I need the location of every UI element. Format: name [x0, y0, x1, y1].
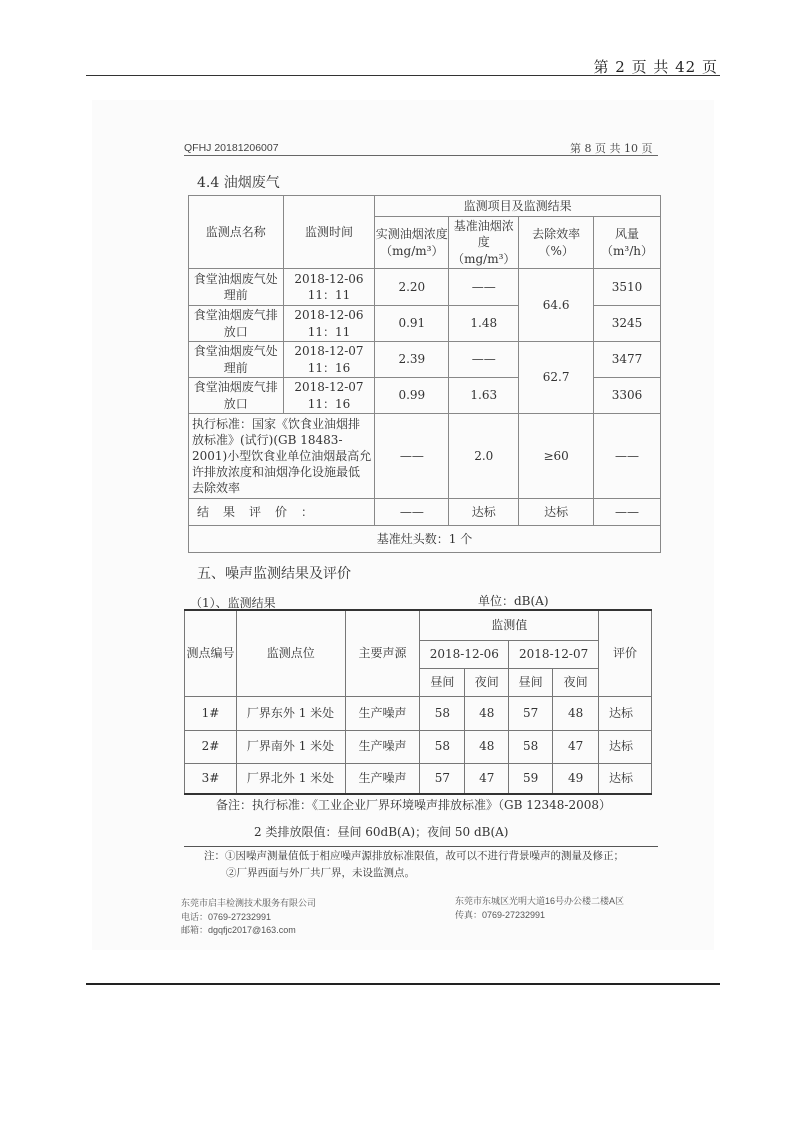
header-values: 监测值	[420, 610, 599, 640]
result-label: 结果评价：	[189, 499, 375, 526]
std-airflow: ——	[594, 414, 661, 499]
point-name: 食堂油烟废气排放口	[189, 378, 284, 414]
section-heading-noise: 五、噪声监测结果及评价	[197, 566, 351, 582]
page-number: 第 2 页 共 42 页	[593, 58, 718, 76]
notes-rule	[184, 846, 658, 847]
baseline: ——	[449, 269, 519, 306]
d2-night: 48	[553, 696, 599, 730]
source: 生产噪声	[345, 730, 420, 763]
time: 2018-12-06 11：11	[283, 269, 375, 306]
section-heading-oil-fume: 4.4 油烟废气	[197, 175, 280, 191]
d2-night: 47	[553, 730, 599, 763]
time: 2018-12-07 11：16	[283, 378, 375, 414]
point-name: 食堂油烟废气排放口	[189, 306, 284, 342]
inner-page-number: 第 8 页 共 10 页	[570, 142, 653, 155]
d1-night: 48	[465, 696, 509, 730]
note-1: 注：①因噪声测量值低于相应噪声源排放标准限值，故可以不进行背景噪声的测量及修正；	[204, 850, 624, 862]
point-id: 1#	[185, 696, 237, 730]
source: 生产噪声	[345, 696, 420, 730]
location: 厂界北外 1 米处	[236, 763, 345, 794]
standard-row	[189, 414, 661, 499]
header-efficiency: 去除效率（%）	[519, 217, 594, 269]
header-day: 昼间	[420, 668, 465, 696]
note-limit: 2 类排放限值：昼间 60dB(A)；夜间 50 dB(A)	[254, 825, 509, 839]
header-rule	[86, 75, 720, 76]
baseline: 1.48	[449, 306, 519, 342]
res-airflow: ——	[594, 499, 661, 526]
d2-day: 58	[509, 730, 553, 763]
header-point-name: 监测点名称	[189, 196, 284, 269]
measured: 2.39	[375, 342, 449, 378]
header-group: 监测项目及监测结果	[375, 196, 661, 217]
std-efficiency: ≥60	[519, 414, 594, 499]
header-night: 夜间	[553, 668, 599, 696]
location: 厂界南外 1 米处	[236, 730, 345, 763]
footer-address: 东莞市东城区光明大道16号办公楼二楼A区	[455, 896, 625, 906]
header-baseline: 基准油烟浓度（mg/m³）	[449, 217, 519, 269]
measured: 0.91	[375, 306, 449, 342]
header-eval: 评价	[599, 610, 652, 696]
result-row	[189, 499, 661, 526]
point-name: 食堂油烟废气处理前	[189, 269, 284, 306]
table-row	[185, 763, 652, 794]
header-date-1: 2018-12-06	[420, 640, 509, 668]
stove-count: 基准灶头数：1 个	[189, 526, 661, 553]
results-title: （1）、监测结果	[190, 596, 276, 610]
footer-tel: 电话：0769-27232991	[181, 912, 272, 922]
header-time: 监测时间	[283, 196, 375, 269]
inner-header-rule	[184, 155, 658, 156]
d1-day: 57	[420, 763, 465, 794]
airflow: 3510	[594, 269, 661, 306]
d1-night: 47	[465, 763, 509, 794]
d1-day: 58	[420, 696, 465, 730]
footer-rule	[86, 983, 720, 985]
point-id: 2#	[185, 730, 237, 763]
eval: 达标	[599, 730, 652, 763]
eval: 达标	[599, 696, 652, 730]
d1-night: 48	[465, 730, 509, 763]
header-date-2: 2018-12-07	[509, 640, 599, 668]
measured: 0.99	[375, 378, 449, 414]
eval: 达标	[599, 763, 652, 794]
point-id: 3#	[185, 763, 237, 794]
header-location: 监测点位	[236, 610, 345, 696]
point-name: 食堂油烟废气处理前	[189, 342, 284, 378]
unit-label: 单位：dB(A)	[478, 594, 549, 608]
efficiency: 62.7	[519, 342, 594, 414]
header-night: 夜间	[465, 668, 509, 696]
d2-night: 49	[553, 763, 599, 794]
d2-day: 59	[509, 763, 553, 794]
footer-company: 东莞市启丰检测技术服务有限公司	[181, 898, 317, 908]
header-measured: 实测油烟浓度（mg/m³）	[375, 217, 449, 269]
table-row	[185, 696, 652, 730]
noise-table	[184, 609, 652, 795]
header-airflow: 风量（m³/h）	[594, 217, 661, 269]
oil-fume-table	[188, 195, 661, 553]
source: 生产噪声	[345, 763, 420, 794]
location: 厂界东外 1 米处	[236, 696, 345, 730]
d2-day: 57	[509, 696, 553, 730]
d1-day: 58	[420, 730, 465, 763]
table-row	[189, 342, 661, 378]
std-measured: ——	[375, 414, 449, 499]
efficiency: 64.6	[519, 269, 594, 342]
header-source: 主要声源	[345, 610, 420, 696]
time: 2018-12-07 11：16	[283, 342, 375, 378]
report-number: QFHJ 20181206007	[184, 142, 279, 154]
airflow: 3477	[594, 342, 661, 378]
note-standard: 备注：执行标准：《工业企业厂界环境噪声排放标准》（GB 12348-2008）	[216, 798, 611, 812]
footer-email: 邮箱：dgqfjc2017@163.com	[181, 925, 296, 935]
res-baseline: 达标	[449, 499, 519, 526]
table-row	[189, 269, 661, 306]
standard-text: 执行标准：国家《饮食业油烟排放标准》(试行)(GB 18483-2001)小型饮食业单位油烟最高允许排放浓度和油烟净化设施最低去除效率	[189, 414, 375, 499]
header-day: 昼间	[509, 668, 553, 696]
baseline: 1.63	[449, 378, 519, 414]
airflow: 3306	[594, 378, 661, 414]
res-measured: ——	[375, 499, 449, 526]
measured: 2.20	[375, 269, 449, 306]
std-baseline: 2.0	[449, 414, 519, 499]
table-row	[185, 730, 652, 763]
time: 2018-12-06 11：11	[283, 306, 375, 342]
airflow: 3245	[594, 306, 661, 342]
res-efficiency: 达标	[519, 499, 594, 526]
baseline: ——	[449, 342, 519, 378]
note-2: ②厂界西面与外厂共厂界，未设监测点。	[226, 867, 415, 879]
footer-fax: 传真：0769-27232991	[455, 910, 546, 920]
header-id: 测点编号	[185, 610, 237, 696]
